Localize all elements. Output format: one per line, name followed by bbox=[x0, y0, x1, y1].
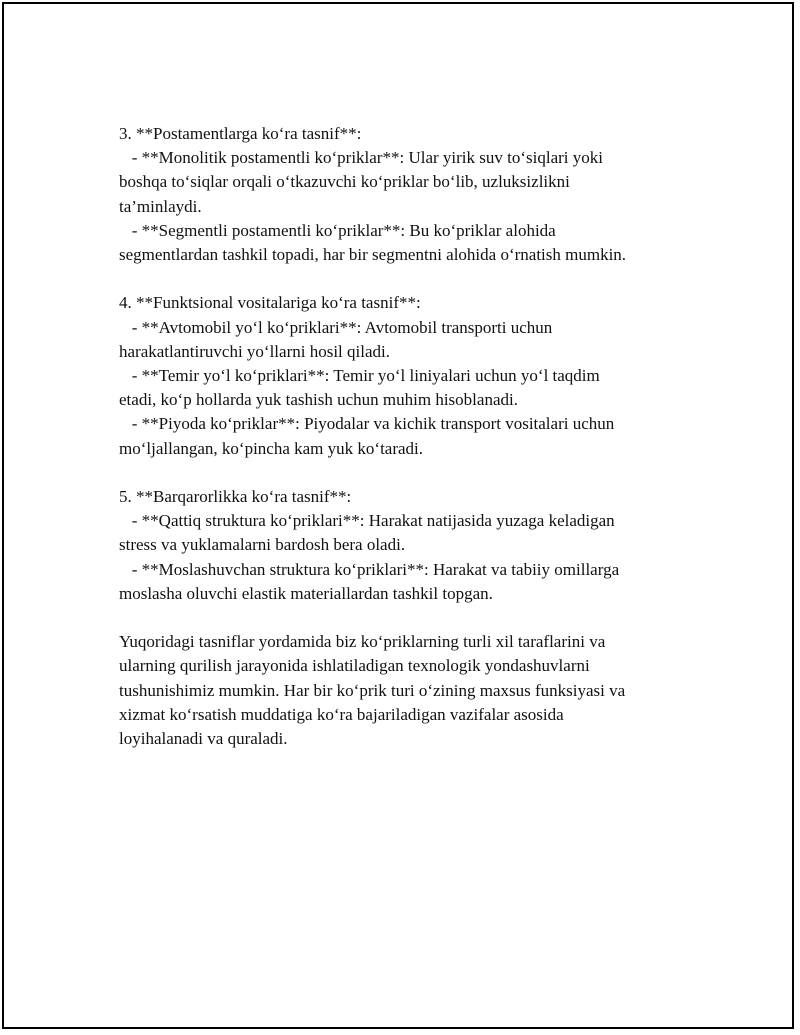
paragraph-gap bbox=[119, 461, 679, 485]
text-line: xizmat ko‘rsatish muddatiga ko‘ra bajariladigan vazifalar asosida bbox=[119, 704, 564, 724]
text-line: - **Segmentli postamentli ko‘priklar**: Bu ko‘priklar alohida bbox=[119, 220, 556, 240]
text-line: Yuqoridagi tasniflar yordamida biz ko‘priklarning turli xil taraflarini va bbox=[119, 632, 606, 652]
text-line: etadi, ko‘p hollarda yuk tashish uchun muhim hisoblanadi. bbox=[119, 390, 518, 410]
section-heading: 4. **Funktsional vositalariga ko‘ra tasnif**: bbox=[119, 293, 421, 313]
section-heading: 3. **Postamentlarga ko‘ra tasnif**: bbox=[119, 124, 362, 143]
text-line: ularning qurilish jarayonida ishlatiladigan texnologik yondashuvlarni bbox=[119, 656, 590, 676]
text-line: segmentlardan tashkil topadi, har bir segmentni alohida o‘rnatish mumkin. bbox=[119, 245, 627, 265]
text-line: - **Temir yo‘l ko‘priklari**: Temir yo‘l liniyalari uchun yo‘l taqdim bbox=[119, 366, 600, 386]
text-line: ta’minlaydi. bbox=[119, 196, 202, 216]
document-page bbox=[2, 2, 794, 1029]
text-line: - **Moslashuvchan struktura ko‘priklari**: Harakat va tabiiy omillarga bbox=[119, 559, 620, 579]
text-line: boshqa to‘siqlar orqali o‘tkazuvchi ko‘priklar bo‘lib, uzluksizlikni bbox=[119, 172, 570, 192]
text-line: - **Piyoda ko‘priklar**: Piyodalar va kichik transport vositalari uchun bbox=[119, 414, 615, 434]
text-line: loyihalanadi va quraladi. bbox=[119, 729, 288, 749]
conclusion-paragraph bbox=[119, 630, 679, 751]
section-heading: 5. **Barqarorlikka ko‘ra tasnif**: bbox=[119, 487, 352, 507]
text-line: stress va yuklamalarni bardosh bera oladi. bbox=[119, 535, 406, 555]
text-line: mo‘ljallangan, ko‘pincha kam yuk ko‘taradi. bbox=[119, 438, 424, 458]
paragraph-gap bbox=[119, 267, 679, 291]
text-line: - **Qattiq struktura ko‘priklari**: Harakat natijasida yuzaga keladigan bbox=[119, 511, 615, 531]
text-line: - **Monolitik postamentli ko‘priklar**: Ular yirik suv to‘siqlari yoki bbox=[119, 148, 603, 168]
text-line: moslasha oluvchi elastik materiallardan tashkil topgan. bbox=[119, 583, 493, 603]
text-line: tushunishimiz mumkin. Har bir ko‘prik turi o‘zining maxsus funksiyasi va bbox=[119, 680, 626, 700]
section-funktsional bbox=[119, 291, 679, 460]
section-barqarorlik bbox=[119, 485, 679, 606]
section-postamentlar bbox=[119, 122, 679, 267]
document-body bbox=[119, 122, 679, 751]
paragraph-gap bbox=[119, 606, 679, 630]
text-line: - **Avtomobil yo‘l ko‘priklari**: Avtomobil transporti uchun bbox=[119, 317, 553, 337]
text-line: harakatlantiruvchi yo‘llarni hosil qiladi. bbox=[119, 341, 390, 361]
